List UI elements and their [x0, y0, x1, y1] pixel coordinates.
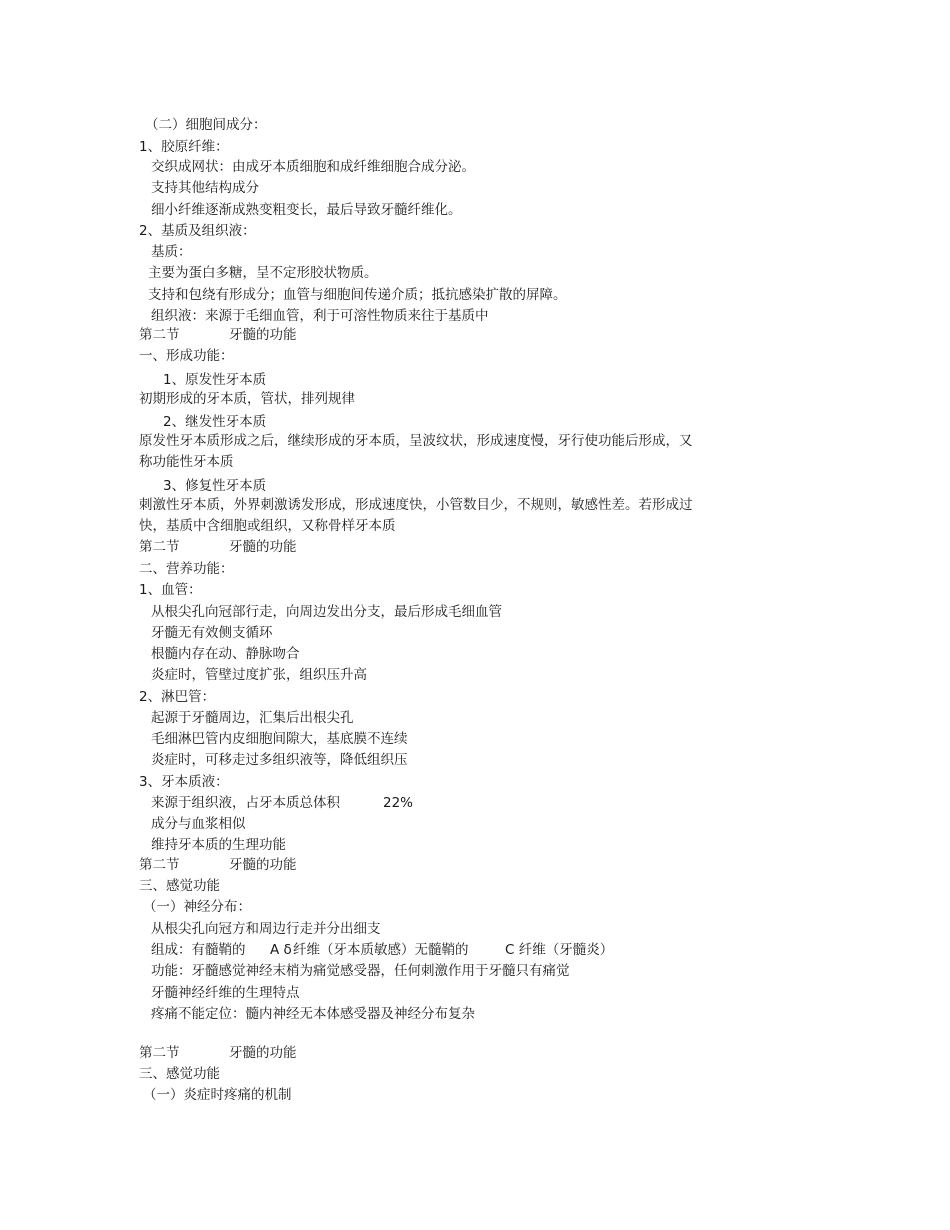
text-line: 刺激性牙本质，外界刺激诱发形成，形成速度快，小管数目少，不规则，敏感性差。若形成过 [139, 497, 693, 513]
numbered-heading: 2、基质及组织液： [139, 223, 256, 239]
text-line: 基质： [151, 244, 192, 260]
percentage-value: 22% [383, 795, 414, 811]
numbered-heading: 3、牙本质液： [139, 774, 229, 790]
text-line: 牙髓无有效侧支循环 [151, 625, 273, 641]
text-line: 快，基质中含细胞或组织，又称骨样牙本质 [139, 518, 396, 534]
subsection-heading: （二）细胞间成分： [145, 117, 267, 133]
text-line: 支持其他结构成分 [151, 180, 259, 196]
text-line: 称功能性牙本质 [139, 454, 234, 470]
text-line: 牙髓神经纤维的生理特点 [151, 985, 300, 1001]
numbered-heading: 3、修复性牙本质 [163, 478, 267, 494]
text-line: 毛细淋巴管内皮细胞间隙大，基底膜不连续 [151, 731, 408, 747]
subsection-heading: （一）神经分布： [143, 899, 251, 915]
text-line: 功能：牙髓感觉神经末梢为痛觉感受器，任何刺激作用于牙髓只有痛觉 [151, 963, 570, 979]
numbered-heading: 1、原发性牙本质 [163, 372, 267, 388]
text-line: 原发性牙本质形成之后，继续形成的牙本质，呈波纹状，形成速度慢，牙行使功能后形成，又 [139, 433, 693, 449]
text-line: 从根尖孔向冠方和周边行走并分出细支 [151, 921, 381, 937]
text-line: 炎症时，管壁过度扩张，组织压升高 [151, 667, 367, 683]
section-title: 牙髓的功能 [229, 327, 297, 343]
section-label: 第二节 [139, 327, 180, 343]
text-line: 组织液：来源于毛细血管，利于可溶性物质来往于基质中 [151, 308, 489, 324]
subsection-heading: （一）炎症时疼痛的机制 [143, 1087, 292, 1103]
section-heading: 一、形成功能： [139, 348, 234, 364]
section-heading: 三、感觉功能 [139, 878, 220, 894]
section-label: 第二节 [139, 539, 180, 555]
numbered-heading: 2、淋巴管： [139, 689, 216, 705]
text-line: 组成：有髓鞘的 [151, 942, 246, 958]
text-line: 交织成网状：由成牙本质细胞和成纤维细胞合成分泌。 [151, 159, 475, 175]
numbered-heading: 2、继发性牙本质 [163, 414, 267, 430]
text-line: 主要为蛋白多糖，呈不定形胶状物质。 [148, 265, 378, 281]
section-heading: 二、营养功能： [139, 561, 234, 577]
text-line: 来源于组织液，占牙本质总体积 [151, 795, 340, 811]
section-label: 第二节 [139, 857, 180, 873]
text-line: 炎症时，可移走过多组织液等，降低组织压 [151, 752, 408, 768]
text-line: 支持和包绕有形成分；血管与细胞间传递介质；抵抗感染扩散的屏障。 [148, 287, 567, 303]
text-line: 维持牙本质的生理功能 [151, 837, 286, 853]
section-title: 牙髓的功能 [229, 1045, 297, 1061]
text-line: 成分与血浆相似 [151, 816, 246, 832]
text-line: 从根尖孔向冠部行走，向周边发出分支，最后形成毛细血管 [151, 604, 502, 620]
section-label: 第二节 [139, 1045, 180, 1061]
numbered-heading: 1、胶原纤维： [139, 139, 229, 155]
text-line: 细小纤维逐渐成熟变粗变长，最后导致牙髓纤维化。 [151, 202, 462, 218]
text-line: 根髓内存在动、静脉吻合 [151, 646, 300, 662]
text-line: C 纤维（牙髓炎） [505, 942, 614, 958]
section-title: 牙髓的功能 [229, 857, 297, 873]
text-line: 疼痛不能定位：髓内神经无本体感受器及神经分布复杂 [151, 1006, 475, 1022]
text-line: 纤维（牙本质敏感）无髓鞘的 [293, 942, 469, 958]
text-line: 起源于牙髓周边，汇集后出根尖孔 [151, 710, 354, 726]
text-line: 初期形成的牙本质，管状，排列规律 [139, 391, 355, 407]
section-heading: 三、感觉功能 [139, 1066, 220, 1082]
fiber-type-label: A δ [270, 942, 292, 958]
section-title: 牙髓的功能 [229, 539, 297, 555]
numbered-heading: 1、血管： [139, 582, 202, 598]
